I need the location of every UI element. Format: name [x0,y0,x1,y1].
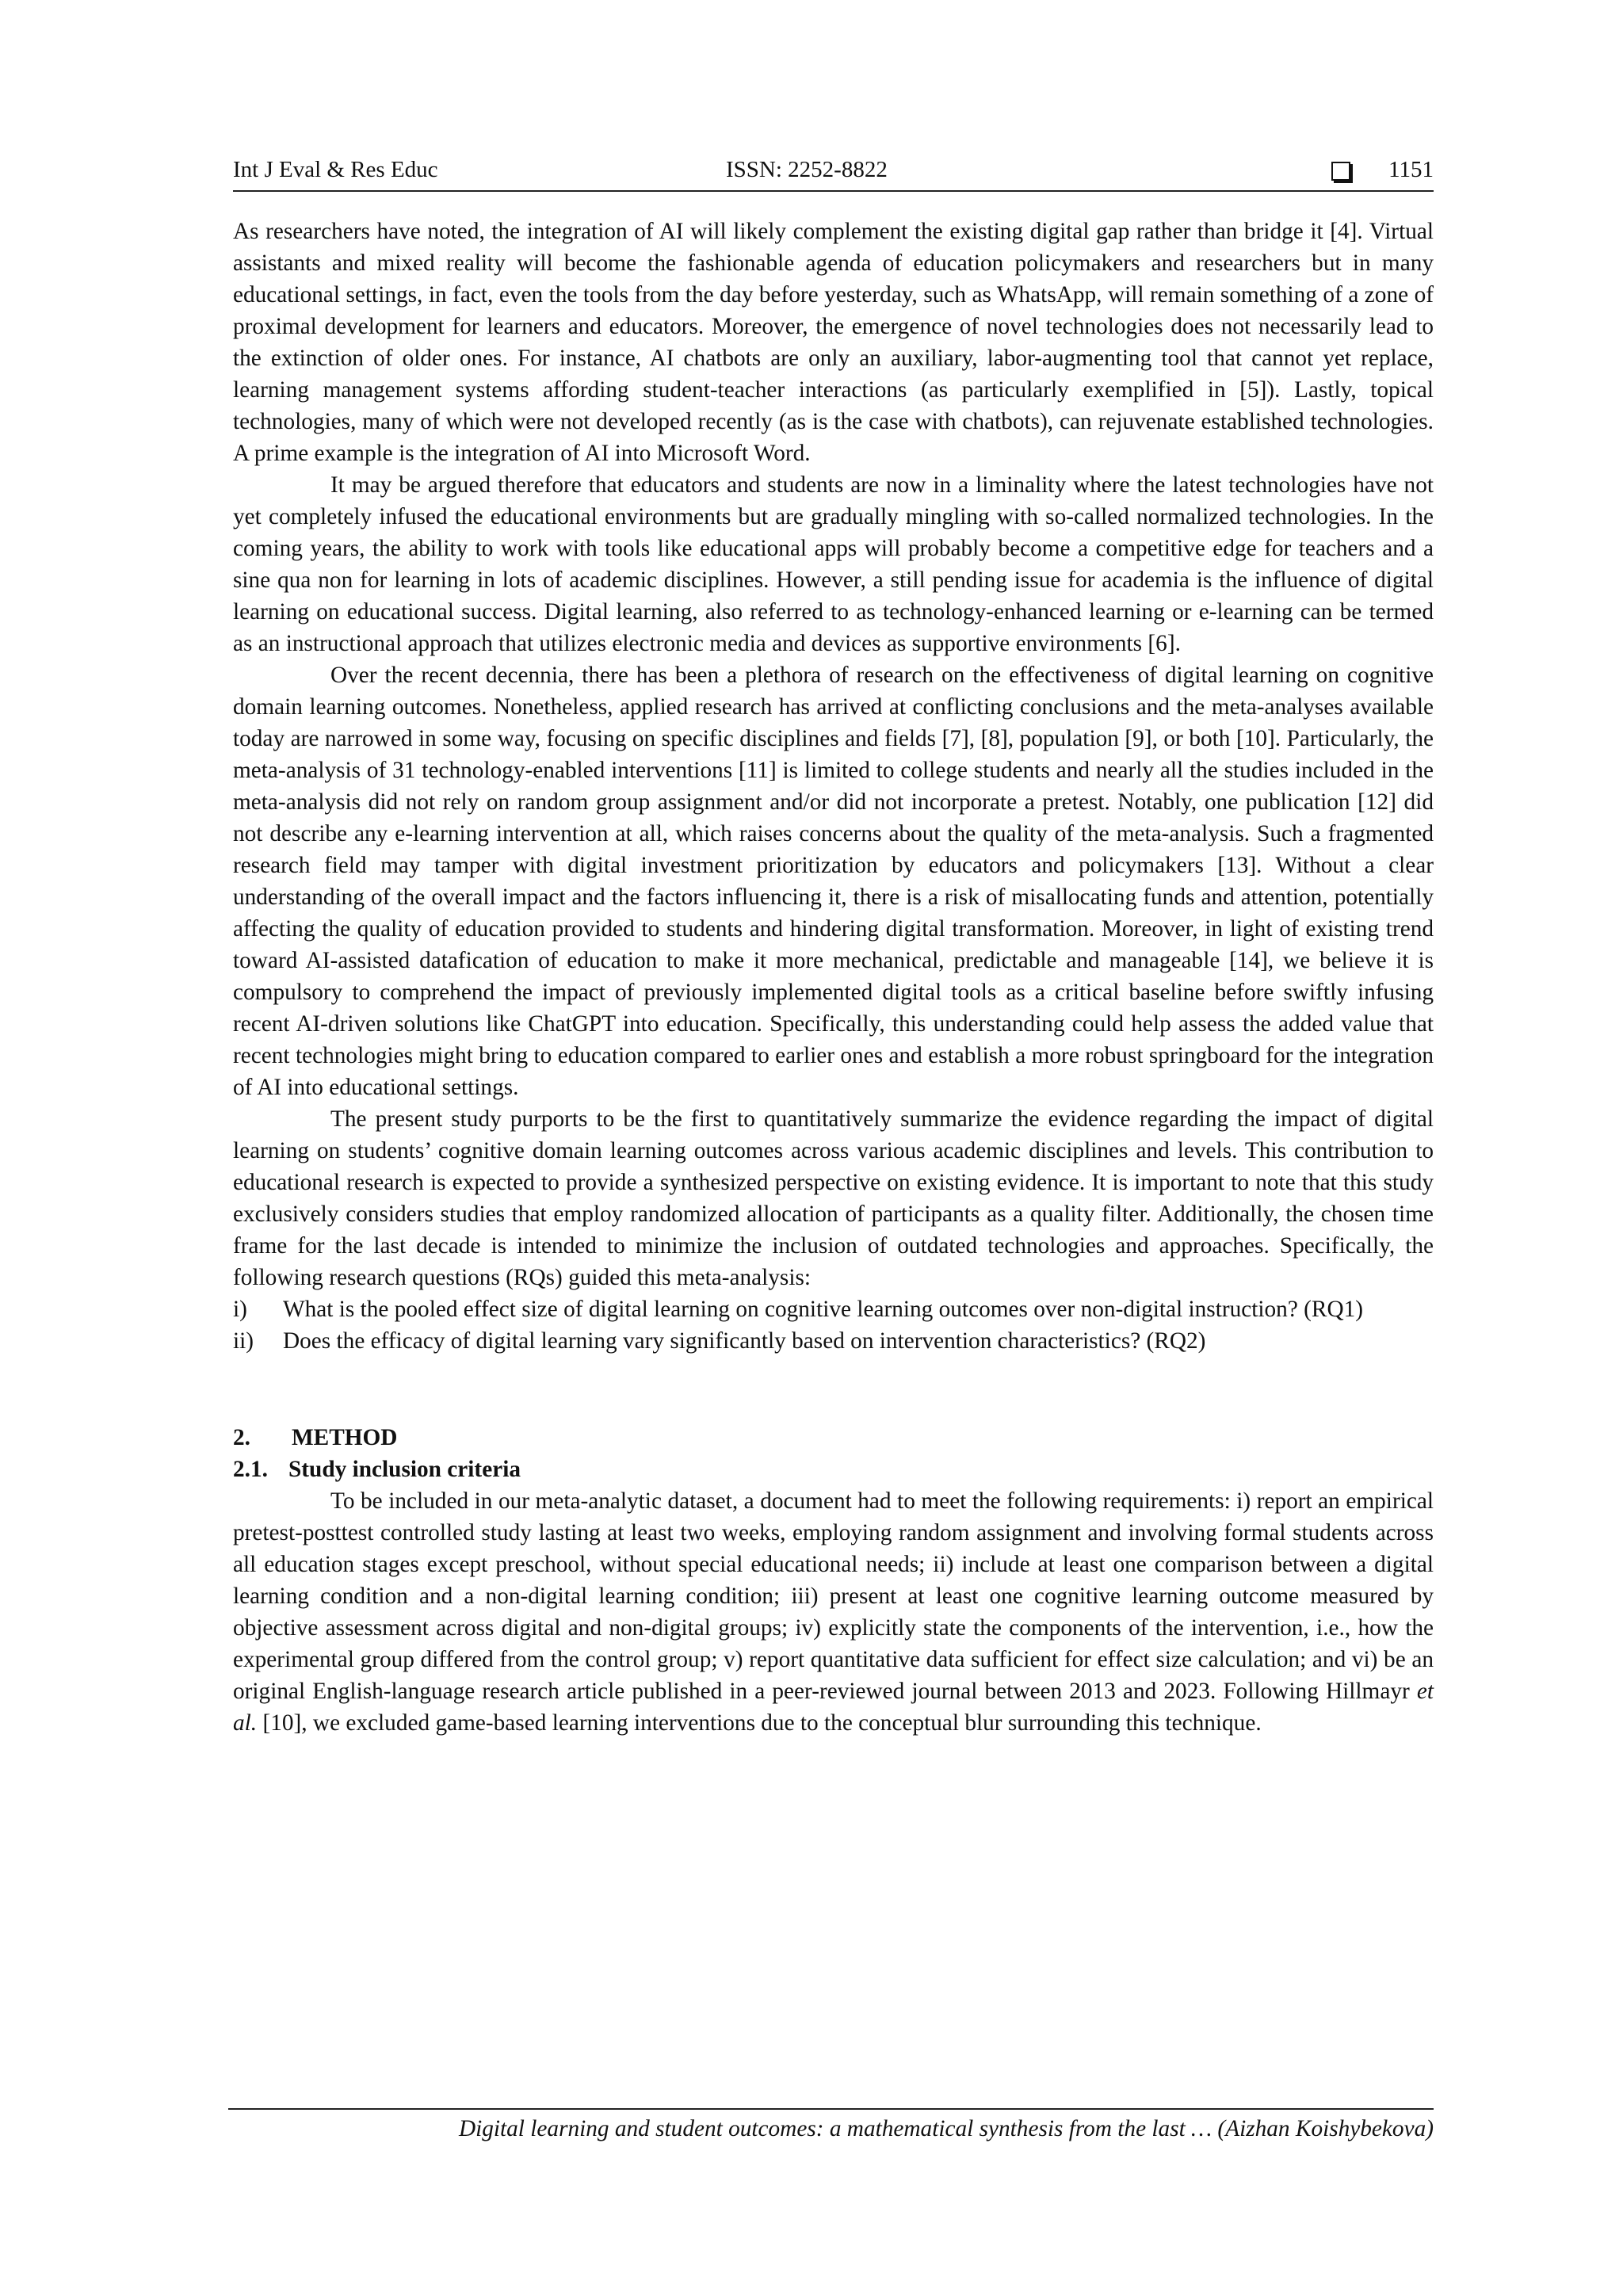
square-box-icon [1331,162,1350,181]
research-question-1 [233,1293,1434,1325]
main-content [233,216,1434,1739]
rq-text: Does the efficacy of digital learning vary significantly based on intervention characteristics? (RQ2) [283,1328,1206,1354]
rq-number: ii) [233,1328,254,1354]
method-paragraph [233,1485,1434,1739]
paragraph-4: The present study purports to be the first to quantitatively summarize the evidence regarding the impact of digital learning on students’ cognitive domain learning outcomes across various academic disciplines and levels. This contribution to educational research is expected to provide a synthesized perspective on existing evidence. It is important to note that this study exclusively considers studies that employ randomized allocation of participants as a quality filter. Additionally, the chosen time frame for the last decade is intended to minimize the inclusion of outdated technologies and approaches. Specifically, the following research questions (RQs) guided this meta-analysis: [233,1106,1434,1290]
subsection-title: Study inclusion criteria [288,1457,521,1482]
page-number: 1151 [1388,157,1434,182]
section-heading [233,1422,1434,1454]
subsection-number: 2.1. [233,1457,268,1482]
paragraph-3: Over the recent decennia, there has been a plethora of research on the effectiveness of digital learning on cognitive domain learning outcomes. Nonetheless, applied research has arrived at conflicting conclusions and the meta-analyses available today are narrowed in some way, focusing on specific disciplines and fields [7], [8], population [9], or both [10]. Particularly, the meta-analysis of 31 technology-enabled interventions [11] is limited to college students and nearly all the studies included in the meta-analysis did not rely on random group assignment and/or did not incorporate a pretest. Notably, one publication [12] did not describe any e-learning intervention at all, which raises concerns about the quality of the meta-analysis. Such a fragmented research field may tamper with digital investment prioritization by educators and policymakers [13]. Without a clear understanding of the overall impact and the factors influencing it, there is a risk of misallocating funds and attention, potentially affecting the quality of education provided to students and hindering digital transformation. Moreover, in light of existing trend toward AI-assisted datafication of education to make it more mechanical, predictable and manageable [14], we believe it is compulsory to comprehend the impact of previously implemented digital tools as a critical baseline before swiftly infusing recent AI-driven solutions like ChatGPT into education. Specifically, this understanding could help assess the added value that recent technologies might bring to education compared to earlier ones and establish a more robust springboard for the integration of AI into educational settings. [233,663,1434,1100]
journal-name: Int J Eval & Res Educ [233,157,438,182]
method-text-before: To be included in our meta-analytic dataset, a document had to meet the following requirements: i) report an empirical pretest-posttest controlled study lasting at least two weeks, employing random assignment and involving formal students across all education stages except preschool, without special educational needs; ii) include at least one comparison between a digital learning condition and a non-digital learning condition; iii) present at least one cognitive learning outcome measured by objective assessment across digital and non-digital groups; iv) explicitly state the components of the intervention, i.e., how the experimental group differed from the control group; v) report quantitative data sufficient for effect size calculation; and vi) be an original English-language research article published in a peer-reviewed journal between 2013 and 2023. Following Hillmayr [233,1488,1434,1704]
subsection-heading [233,1454,1434,1485]
rq-text: What is the pooled effect size of digital learning on cognitive learning outcomes over non-digital instruction? (RQ1) [283,1297,1364,1322]
page-header [233,155,1434,192]
issn: ISSN: 2252-8822 [726,157,888,182]
running-title: Digital learning and student outcomes: a mathematical synthesis from the last … (Aizhan Koishybekova) [458,2116,1434,2141]
section-title: METHOD [292,1425,398,1450]
paragraph-1: As researchers have noted, the integration of AI will likely complement the existing digital gap rather than bridge it [4]. Virtual assistants and mixed reality will become the fashionable agenda of education policymakers and researchers but in many educational settings, in fact, even the tools from the day before yesterday, such as WhatsApp, will remain something of a zone of proximal development for learners and educators. Moreover, the emergence of novel technologies does not necessarily lead to the extinction of older ones. For instance, AI chatbots are only an auxiliary, labor-augmenting tool that cannot yet replace, learning management systems affording student-teacher interactions (as particularly exemplified in [5]). Lastly, topical technologies, many of which were not developed recently (as is the case with chatbots), can rejuvenate established technologies. A prime example is the integration of AI into Microsoft Word. [233,219,1434,466]
page-footer [228,2108,1434,2142]
method-text-after: [10], we excluded game-based learning interventions due to the conceptual blur surrounding this technique. [257,1710,1262,1736]
research-question-2 [233,1325,1434,1357]
section-number: 2. [233,1425,250,1450]
rq-number: i) [233,1297,247,1322]
page-number-group [1331,157,1434,183]
paragraph-2: It may be argued therefore that educators and students are now in a liminality where the latest technologies have not yet completely infused the educational environments but are gradually mingling with so-called normalized technologies. In the coming years, the ability to work with tools like educational apps will probably become a competitive edge for teachers and a sine qua non for learning in lots of academic disciplines. However, a still pending issue for academia is the influence of digital learning on educational success. Digital learning, also referred to as technology-enhanced learning or e-learning can be termed as an instructional approach that utilizes electronic media and devices as supportive environments [6]. [233,472,1434,656]
method-italic-text: et al. [233,1679,1434,1736]
